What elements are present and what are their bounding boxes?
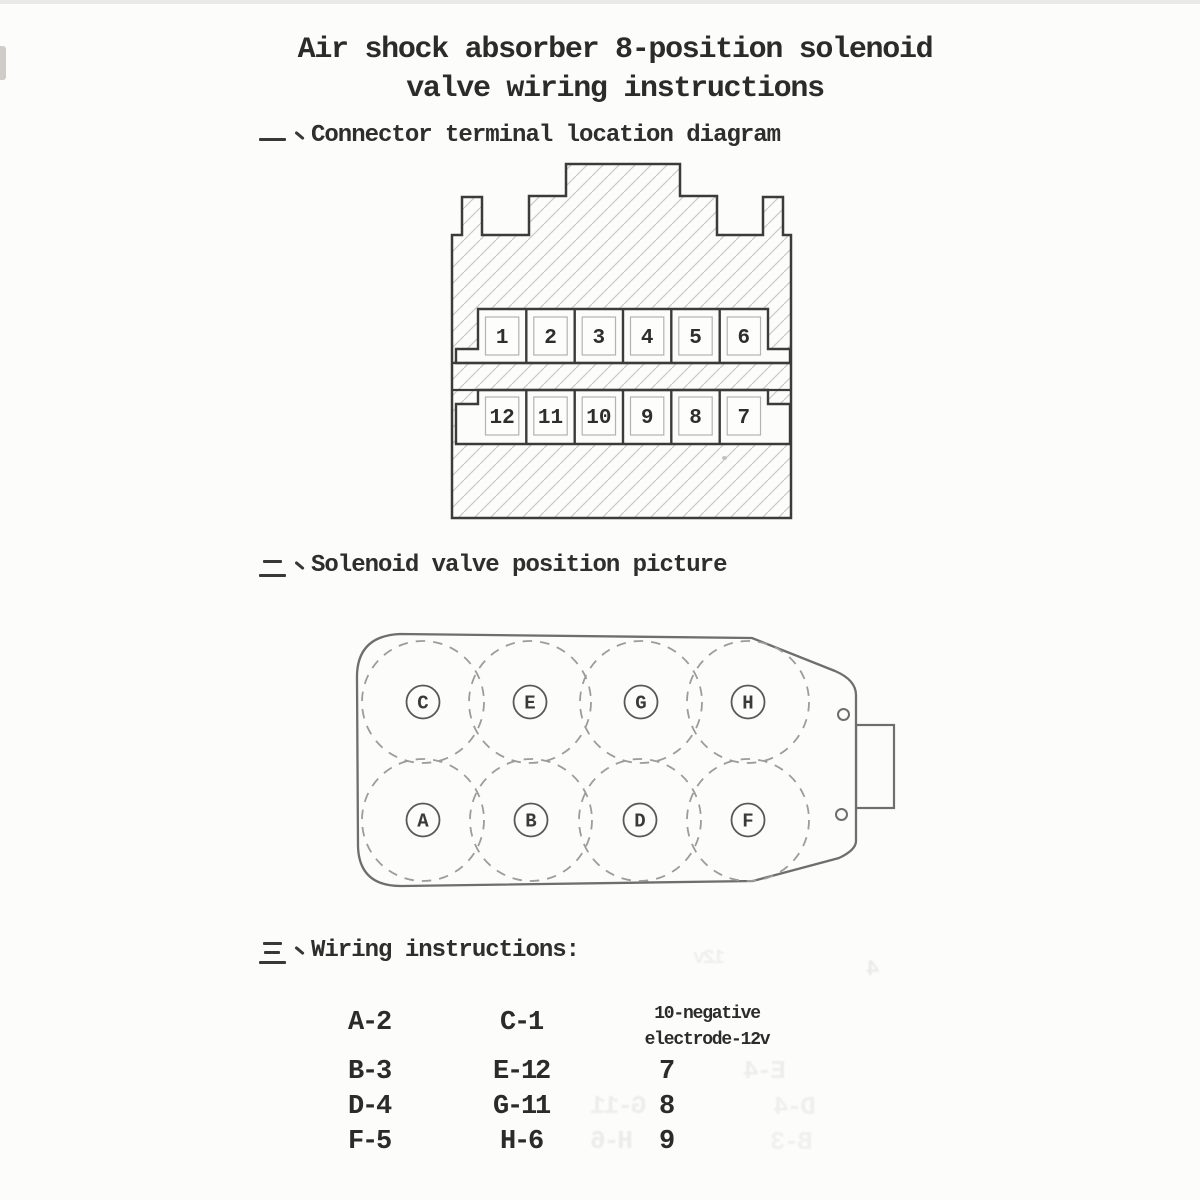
valve-position-diagram [340,612,910,904]
wiring-entry: 9 [659,1127,674,1157]
wiring-entry: 7 [659,1057,674,1087]
wiring-entry: 8 [659,1092,674,1122]
terminal-number: 1 [495,327,509,350]
mounting-hole-top [838,709,849,720]
terminal-number: 9 [640,407,654,430]
wiring-entry: D-4 [348,1092,391,1122]
wiring-entry: B-3 [348,1057,391,1087]
bleed-through-mark: E-4 [745,1056,786,1086]
terminal-number: 10 [586,407,612,430]
valve-position-letter: G [635,692,647,715]
bleed-through-mark: 12v [695,947,726,970]
note-line-2: electrode-12v [644,1030,770,1050]
terminal-number: 2 [544,327,557,350]
bleed-through-mark: H-6 [592,1126,633,1156]
bleed-through-mark: 4 [868,957,880,982]
cjk-comma-icon [294,946,304,956]
valve-position-letter: D [634,810,646,833]
terminal-number: 4 [640,327,654,350]
terminal-number: 8 [689,407,702,430]
valve-position-letter: B [525,810,537,833]
cjk-numeral-one-icon [258,125,308,151]
valve-position-letter: E [524,692,536,715]
valve-position-letter: F [742,810,754,833]
cjk-comma-icon [294,561,304,571]
terminal-row-top [486,309,761,363]
cjk-numeral-three-icon [258,940,308,966]
title-line-1: Air shock absorber 8-position solenoid [297,33,933,67]
wiring-entry: C-1 [499,1008,542,1038]
valve-position-letter: H [742,692,754,715]
valve-position-letter: C [417,692,429,715]
terminal-number: 12 [489,407,515,430]
terminal-number: 3 [592,327,606,350]
negative-electrode-note [636,1001,778,1053]
bleed-through-mark: B-3 [772,1127,813,1157]
terminal-row-bottom [486,390,761,444]
wiring-entry: A-2 [348,1008,391,1038]
terminal-number: 7 [737,407,751,430]
note-line-1: 10-negative [654,1004,760,1024]
wiring-entry: G-11 [492,1092,549,1122]
terminal-number: 6 [737,327,751,350]
scan-edge-smudge [0,46,6,80]
document-title [15,31,1200,109]
bleed-through-mark: D-4 [775,1092,816,1122]
terminal-number: 5 [689,327,702,350]
section-1-title: Connector terminal location diagram [311,122,781,149]
wiring-entry: F-5 [348,1127,391,1157]
wiring-entry: E-12 [492,1057,549,1087]
mounting-hole-bottom [836,809,847,820]
valve-body-outline [357,634,856,886]
section-2-title: Solenoid valve position picture [311,552,727,579]
title-line-2: valve wiring instructions [406,72,824,106]
valve-position-letter: A [417,810,429,833]
cjk-comma-icon [294,131,304,141]
cjk-numeral-two-icon [258,555,308,581]
scan-speck [722,456,727,460]
terminal-number: 11 [537,407,564,430]
valve-connector-tab [856,725,894,808]
section-3-title: Wiring instructions: [311,937,580,964]
bleed-through-mark: G-11 [592,1091,647,1121]
wiring-entry: H-6 [499,1127,542,1157]
connector-diagram [430,155,810,530]
